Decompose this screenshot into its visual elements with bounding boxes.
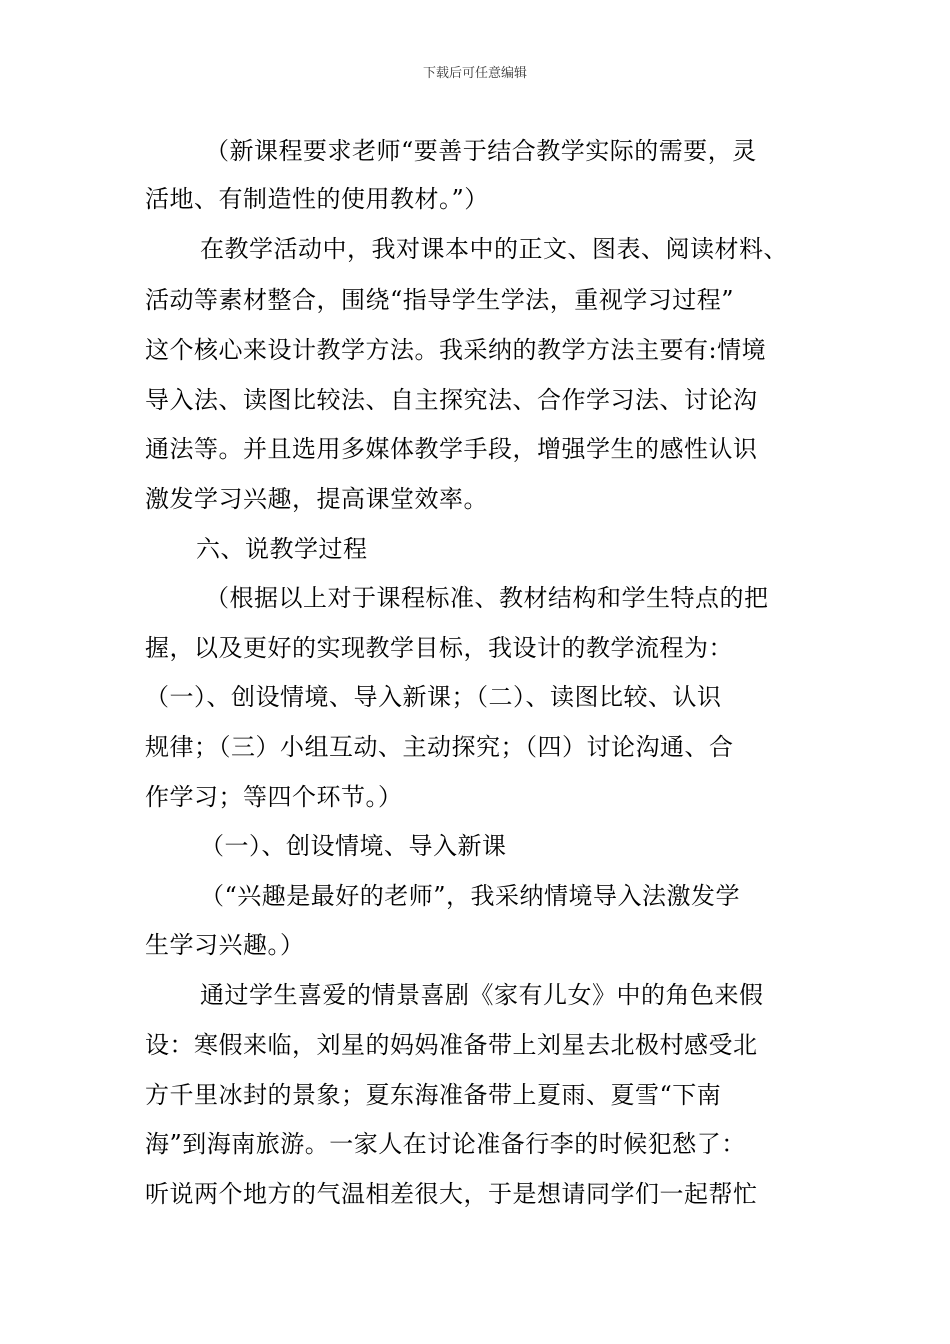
section-heading: 六、说教学过程 bbox=[196, 535, 368, 563]
paragraph-line: 作学习；等四个环节。） bbox=[145, 783, 403, 811]
paragraph-line: 握，以及更好的实现教学目标，我设计的教学流程为： bbox=[145, 634, 733, 662]
paragraph-line: 激发学习兴趣，提高课堂效率。 bbox=[145, 485, 488, 513]
paragraph-line: 通过学生喜爱的情景喜剧《家有儿女》中的角色来假 bbox=[200, 981, 764, 1009]
page-header: 下载后可任意编辑 bbox=[422, 66, 527, 81]
paragraph-line: （“兴趣是最好的老师”，我采纳情境导入法激发学 bbox=[200, 882, 741, 910]
paragraph-line: 在教学活动中，我对课本中的正文、图表、阅读材料、 bbox=[200, 235, 788, 263]
paragraph-line: 通法等。并且选用多媒体教学手段，增强学生的感性认识 bbox=[145, 435, 758, 463]
paragraph-line: 听说两个地方的气温相差很大，于是想请同学们一起帮忙 bbox=[145, 1180, 758, 1208]
paragraph-line: 规律；（三）小组互动、主动探究；（四）讨论沟通、合 bbox=[145, 733, 734, 761]
paragraph-line: 设：寒假来临，刘星的妈妈准备带上刘星去北极村感受北 bbox=[145, 1031, 758, 1059]
subsection-heading: （一）、创设情境、导入新课 bbox=[200, 832, 507, 860]
paragraph-line: 这个核心来设计教学方法。我采纳的教学方法主要有:情境 bbox=[145, 336, 767, 364]
paragraph-line: 生学习兴趣。） bbox=[145, 931, 305, 959]
paragraph-line: 海”到海南旅游。一家人在讨论准备行李的时候犯愁了： bbox=[145, 1130, 746, 1158]
paragraph-line: 导入法、读图比较法、自主探究法、合作学习法、讨论沟 bbox=[145, 386, 758, 414]
paragraph-line: 活动等素材整合，围绕“指导学生学法，重视学习过程” bbox=[145, 286, 735, 314]
paragraph-line: （一）、创设情境、导入新课；（二）、读图比较、认识 bbox=[145, 683, 722, 711]
paragraph-line: 方千里冰封的景象；夏东海准备带上夏雨、夏雪“下南 bbox=[145, 1081, 722, 1109]
paragraph-line: （新课程要求老师“要善于结合教学实际的需要，灵 bbox=[205, 137, 757, 165]
paragraph-line: （根据以上对于课程标准、教材结构和学生特点的把 bbox=[205, 584, 769, 612]
paragraph-line: 活地、有制造性的使用教材。”） bbox=[145, 185, 489, 213]
